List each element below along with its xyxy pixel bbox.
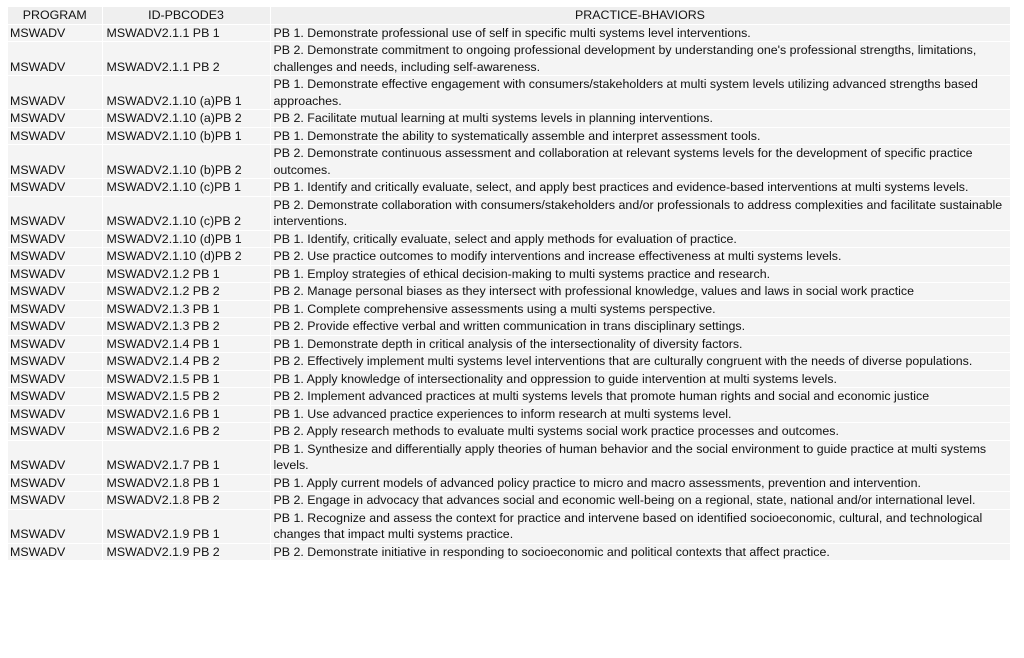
pbcode-cell: MSWADV2.1.3 PB 2 (102, 318, 270, 336)
practice-behaviors-sheet (8, 7, 1010, 561)
program-cell: MSWADV (8, 110, 102, 128)
program-cell: MSWADV (8, 42, 102, 76)
table-row (8, 318, 1010, 336)
program-cell: MSWADV (8, 335, 102, 353)
behavior-cell: PB 1. Demonstrate the ability to systematically assemble and interpret assessment tools. (270, 127, 1010, 145)
behavior-cell: PB 1. Use advanced practice experiences to inform research at multi systems level. (270, 405, 1010, 423)
table-row (8, 423, 1010, 441)
table-row (8, 509, 1010, 543)
pbcode-cell: MSWADV2.1.6 PB 1 (102, 405, 270, 423)
pbcode-cell: MSWADV2.1.7 PB 1 (102, 440, 270, 474)
table-row (8, 248, 1010, 266)
pbcode-cell: MSWADV2.1.10 (d)PB 2 (102, 248, 270, 266)
behavior-cell: PB 2. Demonstrate collaboration with consumers/stakeholders and/or professionals to address complexities and facilitate sustainable interventions. (270, 196, 1010, 230)
table-row (8, 353, 1010, 371)
pbcode-cell: MSWADV2.1.2 PB 2 (102, 283, 270, 301)
behavior-cell: PB 2. Provide effective verbal and written communication in trans disciplinary settings. (270, 318, 1010, 336)
program-cell: MSWADV (8, 179, 102, 197)
program-cell: MSWADV (8, 353, 102, 371)
program-cell: MSWADV (8, 300, 102, 318)
table-row (8, 440, 1010, 474)
header-program: PROGRAM (8, 7, 102, 24)
pbcode-cell: MSWADV2.1.10 (c)PB 1 (102, 179, 270, 197)
table-row (8, 370, 1010, 388)
behavior-cell: PB 2. Manage personal biases as they intersect with professional knowledge, values and laws in social work practice (270, 283, 1010, 301)
pbcode-cell: MSWADV2.1.10 (b)PB 2 (102, 145, 270, 179)
behavior-cell: PB 1. Identify and critically evaluate, select, and apply best practices and evidence-based interventions at multi systems levels. (270, 179, 1010, 197)
table-row (8, 388, 1010, 406)
pbcode-cell: MSWADV2.1.4 PB 2 (102, 353, 270, 371)
program-cell: MSWADV (8, 509, 102, 543)
behavior-cell: PB 2. Facilitate mutual learning at multi systems levels in planning interventions. (270, 110, 1010, 128)
pbcode-cell: MSWADV2.1.1 PB 2 (102, 42, 270, 76)
program-cell: MSWADV (8, 196, 102, 230)
behavior-cell: PB 1. Recognize and assess the context for practice and intervene based on identified socioeconomic, cultural, and technological changes that impact multi systems practice. (270, 509, 1010, 543)
program-cell: MSWADV (8, 265, 102, 283)
program-cell: MSWADV (8, 423, 102, 441)
behavior-cell: PB 1. Identify, critically evaluate, select and apply methods for evaluation of practice. (270, 230, 1010, 248)
behavior-cell: PB 2. Demonstrate continuous assessment and collaboration at relevant systems levels for the development of specific practice outcomes. (270, 145, 1010, 179)
pbcode-cell: MSWADV2.1.9 PB 2 (102, 543, 270, 561)
header-row (8, 7, 1010, 24)
table-header (8, 7, 1010, 24)
program-cell: MSWADV (8, 248, 102, 266)
header-id-pbcode: ID-PBCODE3 (102, 7, 270, 24)
behavior-cell: PB 2. Demonstrate commitment to ongoing professional development by understanding one's professional strengths, limitations, challenges and needs, including self-awareness. (270, 42, 1010, 76)
program-cell: MSWADV (8, 370, 102, 388)
program-cell: MSWADV (8, 145, 102, 179)
table-row (8, 42, 1010, 76)
pbcode-cell: MSWADV2.1.4 PB 1 (102, 335, 270, 353)
table-row (8, 145, 1010, 179)
program-cell: MSWADV (8, 24, 102, 42)
program-cell: MSWADV (8, 230, 102, 248)
behavior-cell: PB 2. Apply research methods to evaluate multi systems social work practice processes and outcomes. (270, 423, 1010, 441)
table-row (8, 300, 1010, 318)
behavior-cell: PB 2. Engage in advocacy that advances social and economic well-being on a regional, state, national and/or international level. (270, 492, 1010, 510)
behavior-cell: PB 1. Complete comprehensive assessments using a multi systems perspective. (270, 300, 1010, 318)
pbcode-cell: MSWADV2.1.2 PB 1 (102, 265, 270, 283)
pbcode-cell: MSWADV2.1.5 PB 1 (102, 370, 270, 388)
behavior-cell: PB 2. Use practice outcomes to modify interventions and increase effectiveness at multi systems levels. (270, 248, 1010, 266)
pbcode-cell: MSWADV2.1.5 PB 2 (102, 388, 270, 406)
program-cell: MSWADV (8, 492, 102, 510)
behavior-cell: PB 1. Synthesize and differentially apply theories of human behavior and the social environment to guide practice at multi systems levels. (270, 440, 1010, 474)
table-row (8, 405, 1010, 423)
pbcode-cell: MSWADV2.1.3 PB 1 (102, 300, 270, 318)
behavior-cell: PB 2. Effectively implement multi systems level interventions that are culturally congruent with the needs of diverse populations. (270, 353, 1010, 371)
program-cell: MSWADV (8, 127, 102, 145)
behavior-cell: PB 1. Demonstrate depth in critical analysis of the intersectionality of diversity factors. (270, 335, 1010, 353)
behavior-cell: PB 1. Demonstrate professional use of self in specific multi systems level interventions. (270, 24, 1010, 42)
table-row (8, 543, 1010, 561)
pbcode-cell: MSWADV2.1.9 PB 1 (102, 509, 270, 543)
program-cell: MSWADV (8, 440, 102, 474)
program-cell: MSWADV (8, 405, 102, 423)
program-cell: MSWADV (8, 318, 102, 336)
pbcode-cell: MSWADV2.1.6 PB 2 (102, 423, 270, 441)
program-cell: MSWADV (8, 474, 102, 492)
behavior-cell: PB 1. Apply knowledge of intersectionality and oppression to guide intervention at multi systems levels. (270, 370, 1010, 388)
behavior-cell: PB 1. Demonstrate effective engagement with consumers/stakeholders at multi system levels utilizing advanced strengths based approaches. (270, 76, 1010, 110)
pbcode-cell: MSWADV2.1.10 (c)PB 2 (102, 196, 270, 230)
table-row (8, 474, 1010, 492)
table-row (8, 127, 1010, 145)
table-row (8, 283, 1010, 301)
table-row (8, 265, 1010, 283)
behavior-cell: PB 1. Apply current models of advanced policy practice to micro and macro assessments, prevention and intervention. (270, 474, 1010, 492)
behavior-cell: PB 2. Implement advanced practices at multi systems levels that promote human rights and social and economic justice (270, 388, 1010, 406)
table-row (8, 24, 1010, 42)
pbcode-cell: MSWADV2.1.8 PB 1 (102, 474, 270, 492)
pbcode-cell: MSWADV2.1.10 (b)PB 1 (102, 127, 270, 145)
pbcode-cell: MSWADV2.1.10 (d)PB 1 (102, 230, 270, 248)
behavior-cell: PB 2. Demonstrate initiative in responding to socioeconomic and political contexts that affect practice. (270, 543, 1010, 561)
program-cell: MSWADV (8, 543, 102, 561)
program-cell: MSWADV (8, 76, 102, 110)
pbcode-cell: MSWADV2.1.1 PB 1 (102, 24, 270, 42)
table-row (8, 230, 1010, 248)
table-row (8, 179, 1010, 197)
pbcode-cell: MSWADV2.1.10 (a)PB 1 (102, 76, 270, 110)
table-row (8, 76, 1010, 110)
table-body (8, 24, 1010, 561)
program-cell: MSWADV (8, 388, 102, 406)
behavior-cell: PB 1. Employ strategies of ethical decision-making to multi systems practice and research. (270, 265, 1010, 283)
practice-behaviors-table (8, 7, 1011, 561)
header-practice-behaviors: PRACTICE-BHAVIORS (270, 7, 1010, 24)
pbcode-cell: MSWADV2.1.8 PB 2 (102, 492, 270, 510)
program-cell: MSWADV (8, 283, 102, 301)
table-row (8, 110, 1010, 128)
table-row (8, 335, 1010, 353)
pbcode-cell: MSWADV2.1.10 (a)PB 2 (102, 110, 270, 128)
table-row (8, 196, 1010, 230)
table-row (8, 492, 1010, 510)
